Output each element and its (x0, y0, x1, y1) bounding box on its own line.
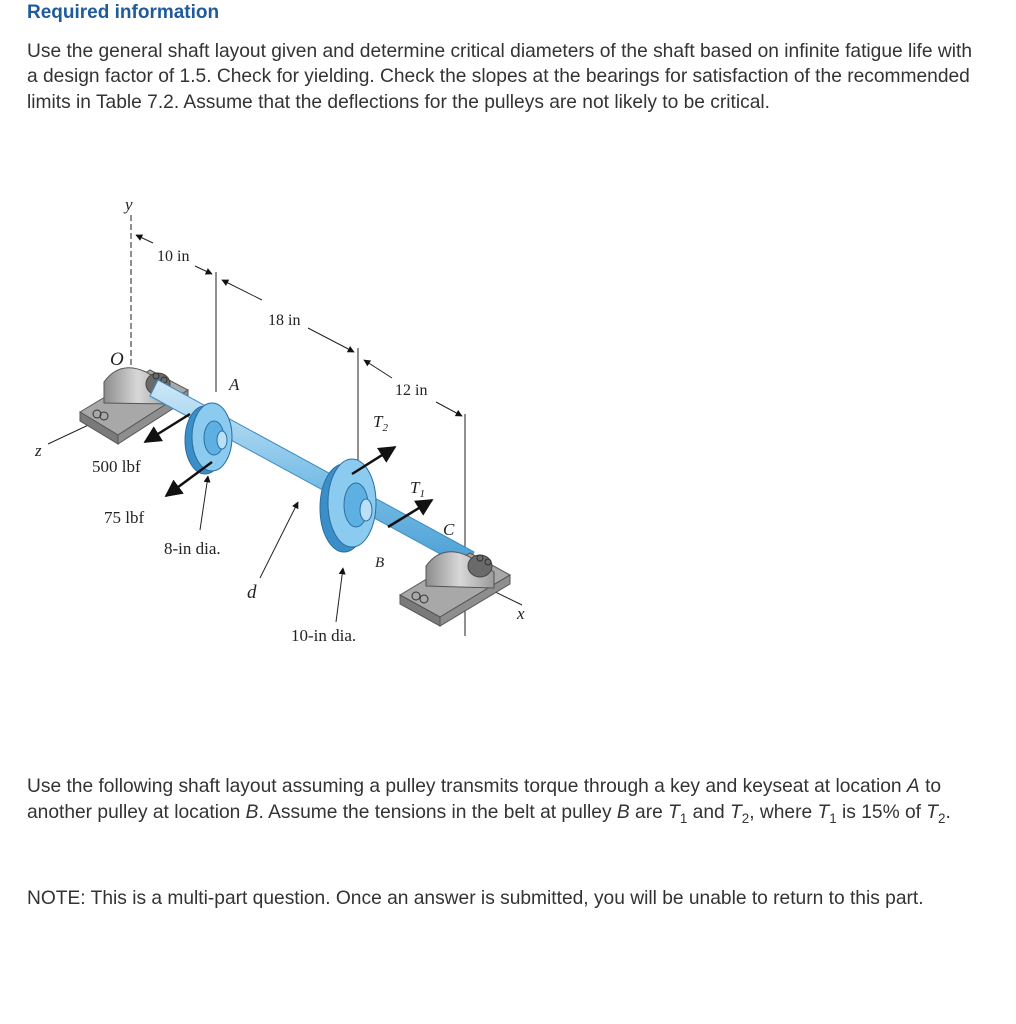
dim-arrow-10in-right (195, 266, 212, 274)
pulley-a-leader (200, 476, 208, 530)
pulley-b-diameter-label: 10-in dia. (291, 626, 357, 645)
section-heading: Required information (27, 2, 220, 23)
point-c-label: C (443, 520, 455, 539)
multi-part-note: NOTE: This is a multi-part question. Once an answer is submitted, you will be unable to return to this part. (27, 888, 924, 909)
dim-arrow-18in-left (222, 280, 262, 300)
force-75-label: 75 lbf (104, 508, 145, 527)
z-axis-label: z (35, 441, 42, 460)
shaft-d-leader (260, 502, 298, 578)
shaft-d-label: d (247, 582, 257, 603)
right-bearing (400, 552, 510, 626)
dim-arrow-12in-right (436, 402, 462, 416)
pulley-a-diameter-label: 8-in dia. (164, 539, 221, 558)
force-500-label: 500 lbf (92, 457, 141, 476)
y-axis-label: y (125, 195, 133, 214)
problem-statement: Use the general shaft layout given and determine critical diameters of the shaft based on infinite fatigue life with a design factor of 1.5. Check for yielding. Check the slopes at the bearings for satisfaction of the recommended limits in Table 7.2. Assume that the deflections for the pulleys are not likely to be critical. (27, 41, 972, 113)
force-75-arrow (166, 462, 212, 496)
t1-label: $T_1$ (410, 478, 425, 500)
point-a-label: A (229, 375, 240, 394)
dim-arrow-12in-left (364, 360, 392, 378)
dim-arrow-18in-right (308, 328, 354, 352)
t2-label: $T_2$ (373, 412, 388, 434)
shaft-layout-figure (0, 180, 560, 670)
origin-label: O (110, 349, 124, 370)
dim-12in-label: 12 in (395, 382, 428, 399)
dim-arrow-10in-left (136, 235, 153, 243)
point-b-label: B (375, 555, 385, 571)
layout-assumption-paragraph: Use the following shaft layout assuming a pulley transmits torque through a key and keyseat at location A to another pulley at location B. Assume the tensions in the belt at pulley B are $T_1$ and $T_2$, where $T_1$ is 15% of $T_2$. (27, 776, 951, 826)
dim-18in-label: 18 in (268, 312, 301, 329)
x-axis-label: x (517, 604, 525, 623)
pulley-b-leader (336, 568, 343, 622)
dim-10in-label: 10 in (157, 248, 190, 265)
